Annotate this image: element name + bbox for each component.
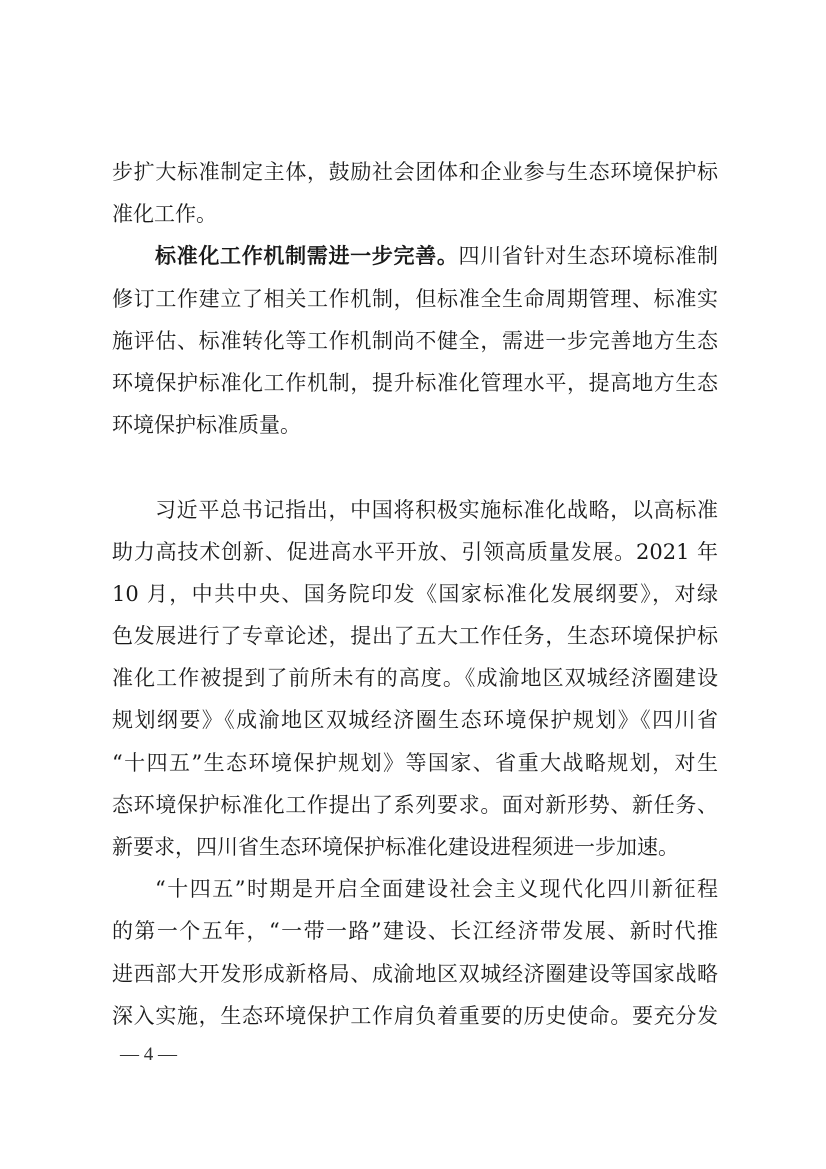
text-line: 环境保护标准化工作机制，提升标准化管理水平，提高地方生态	[112, 370, 718, 395]
text-line: 10 月，中共中央、国务院印发《国家标准化发展纲要》，对绿	[112, 581, 718, 606]
text-line	[112, 235, 718, 277]
text-line: 深入实施，生态环境保护工作肩负着重要的历史使命。要充分发	[112, 1003, 718, 1028]
text-line: “十四五”生态环境保护规划》等国家、省重大战略规划，对生	[112, 750, 718, 775]
bold-lead: 标准化工作机制需进一步完善。	[155, 244, 459, 269]
text-line: 步扩大标准制定主体，鼓励社会团体和企业参与生态环境保护标	[112, 160, 718, 184]
text-line: 准化工作。	[112, 202, 217, 227]
text-line: 习近平总书记指出，中国将积极实施标准化战略，以高标准	[155, 497, 718, 522]
section-heading	[112, 446, 718, 488]
text-line: 的第一个五年，“一带一路”建设、长江经济带发展、新时代推	[112, 919, 718, 944]
text-line: 进西部大开发形成新格局、成渝地区双城经济圈建设等国家战略	[112, 961, 718, 986]
text-line: 准化工作被提到了前所未有的高度。《成渝地区双城经济圈建设	[112, 666, 718, 691]
text-line: 新要求，四川省生态环境保护标准化建设进程须进一步加速。	[112, 835, 679, 859]
text-line: 修订工作建立了相关工作机制，但标准全生命周期管理、标准实	[112, 286, 718, 311]
text-line: 助力高技术创新、促进高水平开放、引领高质量发展。2021 年	[112, 539, 718, 564]
text-line: 态环境保护标准化工作提出了系列要求。面对新形势、新任务、	[112, 792, 718, 817]
document-page	[112, 151, 718, 1037]
text-line: 环境保护标准质量。	[112, 413, 301, 438]
text-line: “十四五”时期是开启全面建设社会主义现代化四川新征程	[155, 877, 718, 902]
page-number: — 4 —	[120, 1044, 177, 1065]
text-line: 规划纲要》《成渝地区双城经济圈生态环境保护规划》《四川省	[112, 708, 718, 733]
text-line: 施评估、标准转化等工作机制尚不健全，需进一步完善地方生态	[112, 328, 718, 353]
text-line: 色发展进行了专章论述，提出了五大工作任务，生态环境保护标	[112, 624, 718, 649]
text-run: 四川省针对生态环境标准制	[458, 244, 719, 269]
